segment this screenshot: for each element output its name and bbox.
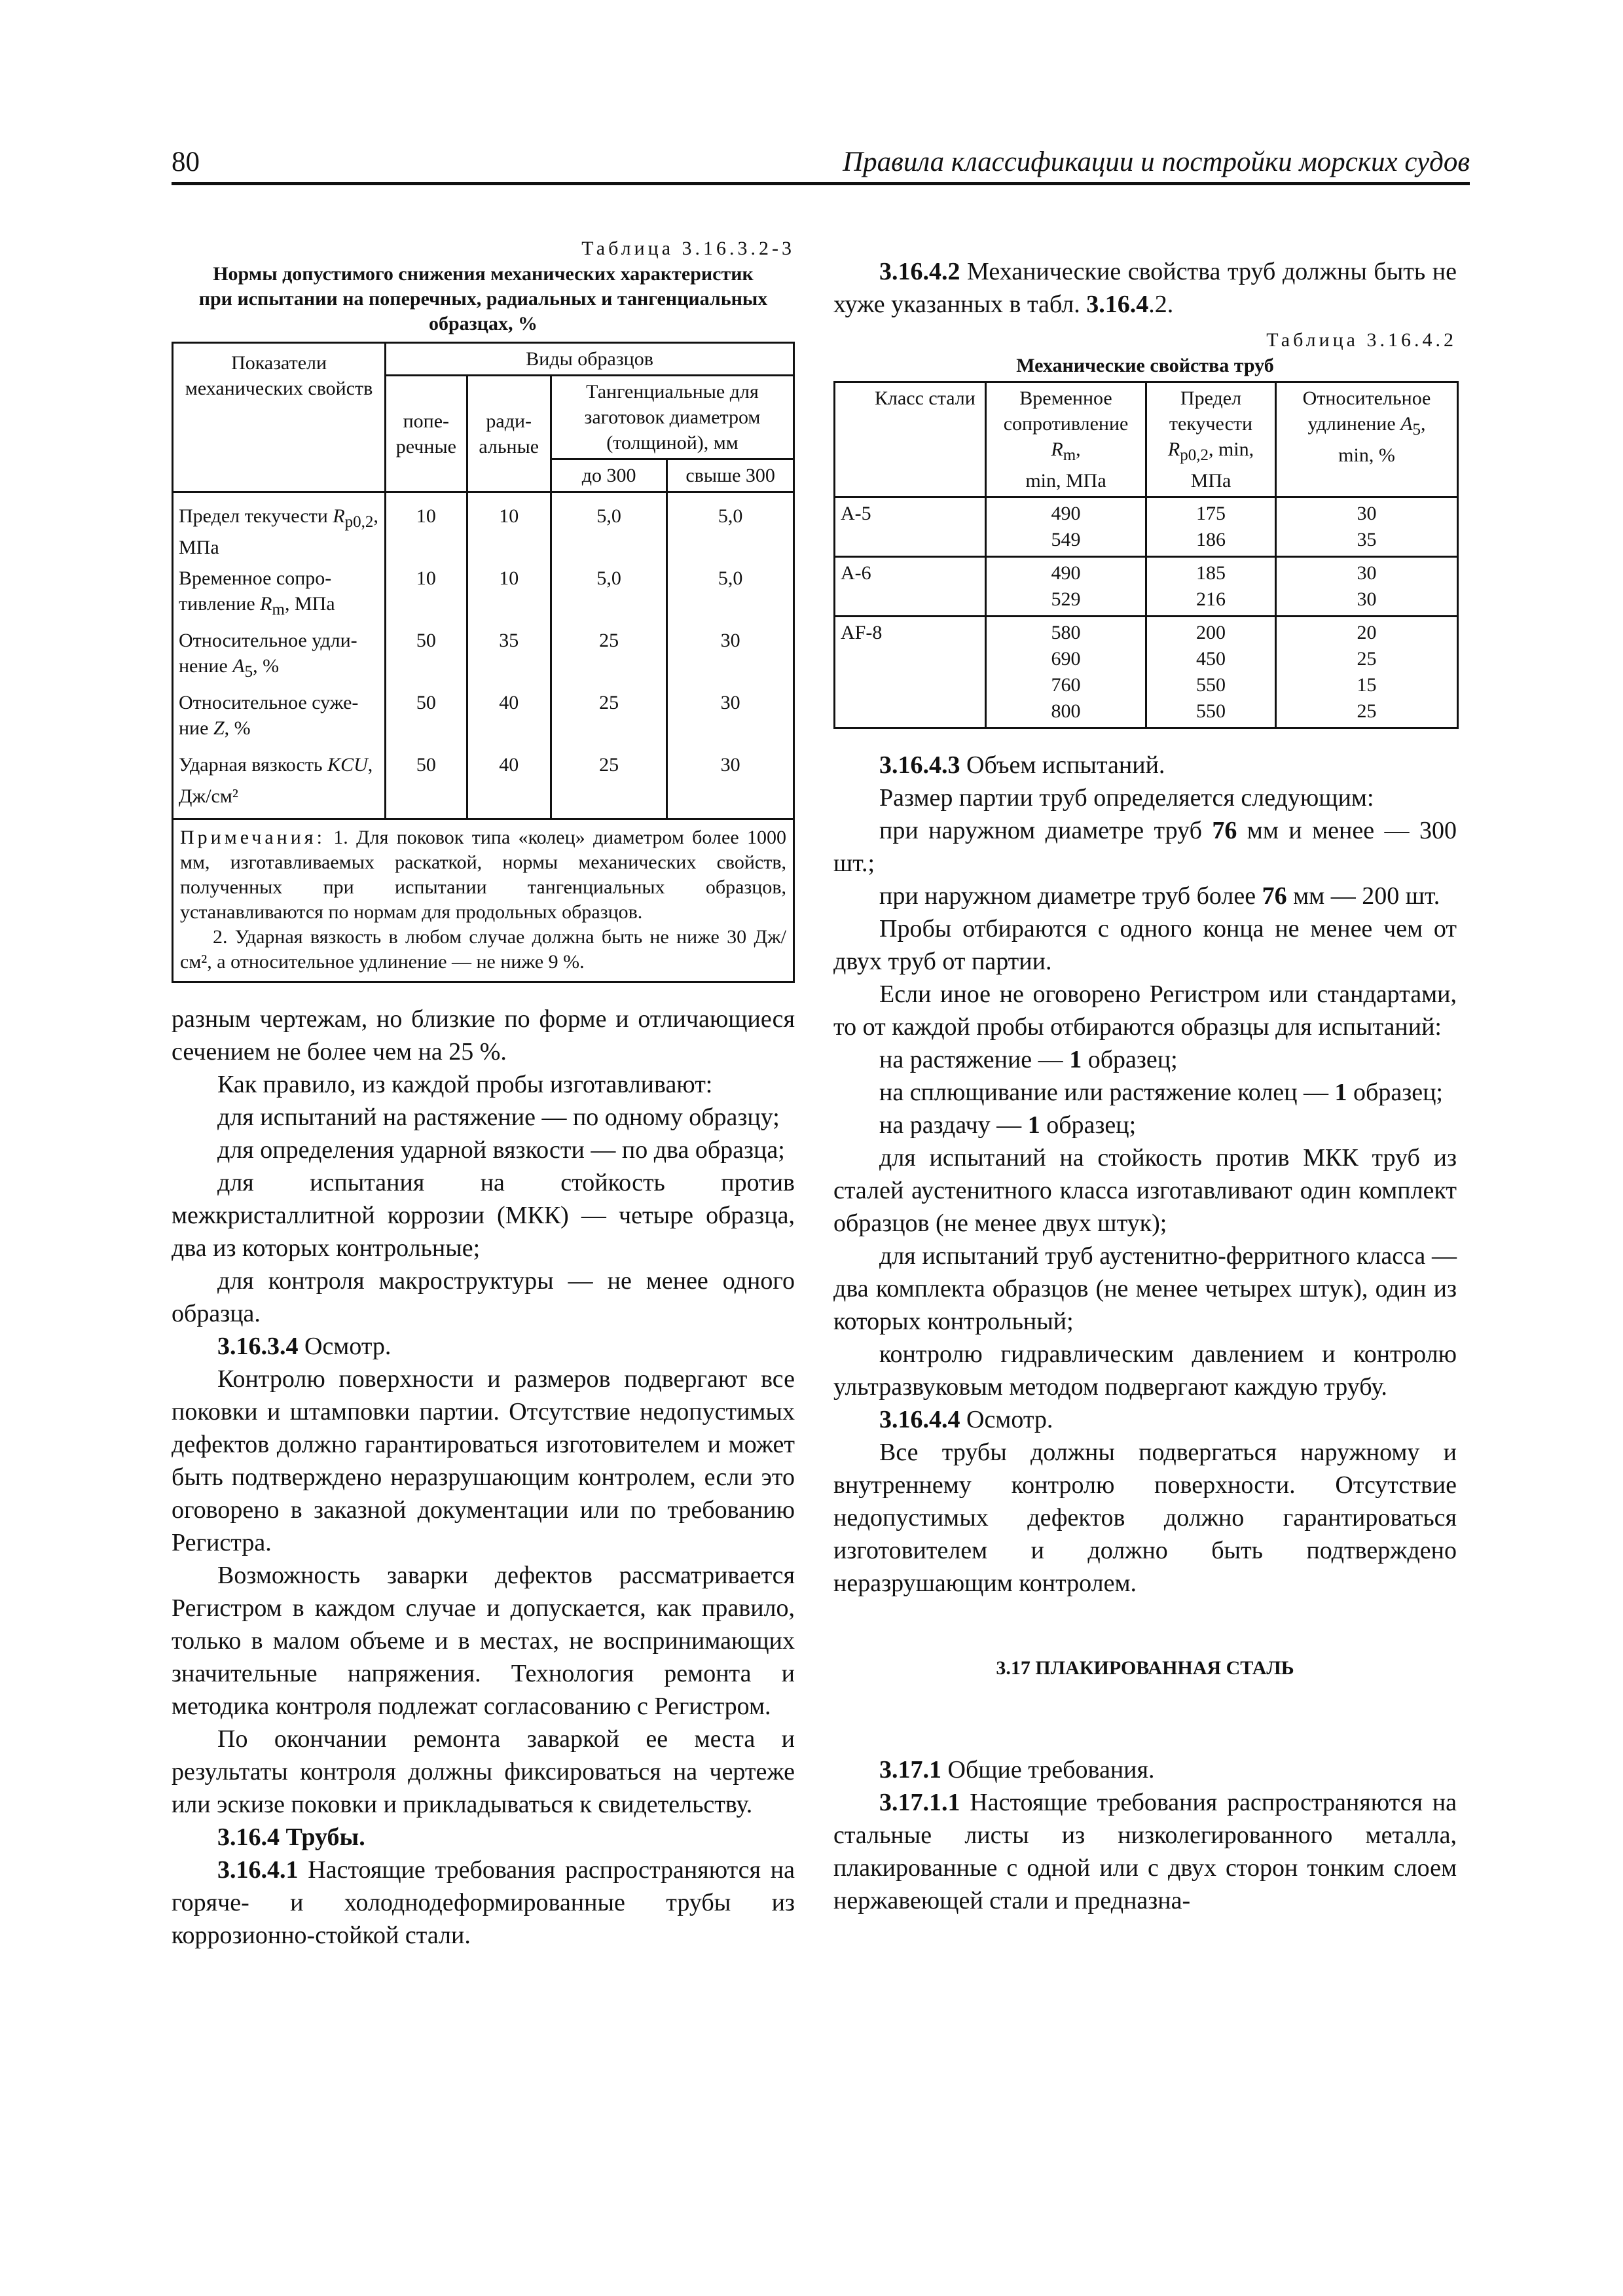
- table-caption: [172, 262, 795, 336]
- header-elongation-symbol: A: [1400, 413, 1413, 435]
- row-unit: , МПа: [284, 593, 335, 615]
- section-heading: [833, 1403, 1457, 1436]
- bold-value: 1: [1027, 1111, 1040, 1139]
- header-transverse: попе-речные: [386, 376, 467, 492]
- value: 549: [1051, 529, 1081, 550]
- header-tensile-comma: ,: [1076, 439, 1081, 460]
- table-notes: [172, 820, 795, 983]
- row-unit: , Дж/см²: [179, 754, 373, 807]
- paragraph: для испытания на стойкость против межкристаллитной коррозии (МКК) — четыре образца, два из которых контрольные;: [172, 1169, 795, 1262]
- header-upto-300: до 300: [551, 459, 666, 492]
- value: 175: [1196, 503, 1226, 524]
- paragraph-text: на раздачу —: [879, 1111, 1028, 1139]
- header-yield-min: , min,: [1208, 439, 1254, 460]
- paragraph: Пробы отбираются с одного конца не менее чем от двух труб от партии.: [833, 915, 1457, 975]
- paragraph-text: Настоящие требования распространяются на горяче- и холоднодеформированные трубы из коррозионно-стойкой стали.: [172, 1856, 795, 1949]
- cell: [1146, 557, 1276, 617]
- notes-label: Примечания:: [180, 827, 325, 848]
- cell: 35: [467, 625, 551, 687]
- row-label: [173, 749, 386, 819]
- cell: 50: [386, 625, 467, 687]
- note-1: 1. Для поковок типа «колец» диаметром более 1000 мм, изготавливаемых раскаткой, нормы механических свойств, полученных при испытании тангенциальных образцов, устанавливаются по нормам для продольных образцов.: [180, 827, 786, 923]
- header-tensile: [986, 382, 1146, 497]
- table-row: [173, 492, 794, 564]
- paragraph-text: .2.: [1148, 291, 1174, 318]
- paragraph-text: на сплющивание или растяжение колец —: [879, 1079, 1335, 1106]
- value: 186: [1196, 529, 1226, 550]
- row-symbol: R: [260, 593, 272, 615]
- section-title: Осмотр.: [960, 1406, 1053, 1433]
- header-tangential: Тангенциальные для заготовок диаметром (толщиной), мм: [551, 376, 793, 459]
- note-2: 2. Ударная вязкость в любом случае должна быть не ниже 30 Дж/см², а относительное удлинение — не ниже 9 %.: [180, 926, 786, 973]
- cell: 10: [467, 492, 551, 564]
- header-over-300: свыше 300: [667, 459, 794, 492]
- header-elongation-comma: ,: [1421, 413, 1426, 435]
- chapter-heading: 3.17 ПЛАКИРОВАННАЯ СТАЛЬ: [996, 1657, 1294, 1679]
- value: 450: [1196, 648, 1226, 670]
- paragraph: [833, 814, 1457, 880]
- value: 490: [1051, 503, 1081, 524]
- table-reference: 3.16.4: [1086, 291, 1149, 318]
- header-elongation-text: Относительное удлинение: [1302, 387, 1431, 435]
- row-unit: , МПа: [179, 505, 378, 558]
- cell: 10: [386, 563, 467, 625]
- section-heading: [172, 1330, 795, 1363]
- section-number: 3.17.1: [879, 1756, 941, 1784]
- section-heading: [833, 749, 1457, 781]
- cell: 40: [467, 749, 551, 819]
- header-grade: Класс стали: [835, 382, 986, 497]
- section-title: Общие требования.: [941, 1756, 1155, 1784]
- paragraph-text: мм и менее — 300 шт.;: [833, 817, 1457, 877]
- paragraph-text: мм — 200 шт.: [1286, 882, 1440, 910]
- row-symbol: A: [232, 655, 245, 677]
- cell: 40: [467, 687, 551, 749]
- grade-cell: А-5: [835, 497, 986, 557]
- row-label-text: Предел текучести: [179, 505, 328, 527]
- row-symbol: Z: [213, 717, 225, 739]
- paragraph: Размер партии труб определяется следующим:: [879, 784, 1374, 812]
- cell: 5,0: [551, 563, 666, 625]
- paragraph: Если иное не оговорено Регистром или стандартами, то от каждой пробы отбираются образцы для испытаний:: [833, 980, 1457, 1041]
- row-label-text: Относительное суже-ние: [179, 692, 359, 739]
- row-unit: , %: [253, 655, 280, 677]
- row-label: [173, 625, 386, 687]
- value: 25: [1357, 700, 1377, 722]
- paragraph-text: образец;: [1082, 1046, 1178, 1073]
- section-number: 3.16.4.4: [879, 1406, 960, 1433]
- table-caption-line: образцах, %: [428, 313, 538, 334]
- paragraph: Все трубы должны подвергаться наружному и внутреннему контролю поверхности. Отсутствие недопустимых дефектов должно гарантироваться изготовителем и должно быть подтверждено неразрушающим контролем.: [833, 1439, 1457, 1597]
- header-yield-symbol: R: [1167, 439, 1180, 460]
- cell: 50: [386, 749, 467, 819]
- bold-value: 1: [1334, 1079, 1347, 1106]
- cell: 25: [551, 749, 666, 819]
- table-header-row: [835, 382, 1458, 497]
- paragraph: [833, 880, 1457, 912]
- running-title: Правила классификации и постройки морских судов: [843, 147, 1470, 177]
- header-yield-sub: p0,2: [1180, 446, 1209, 464]
- paragraph-text: при наружном диаметре труб более: [879, 882, 1262, 910]
- row-label: [173, 492, 386, 564]
- paragraph: [833, 1786, 1457, 1917]
- cell: 30: [667, 687, 794, 749]
- paragraph: По окончании ремонта заваркой ее места и результаты контроля должны фиксироваться на чертеже или эскизе поковки и прикладываться к свидетельству.: [172, 1725, 795, 1818]
- header-tensile-sub: m: [1063, 446, 1076, 464]
- left-column: [172, 236, 795, 1952]
- value: 20: [1357, 622, 1377, 643]
- value: 25: [1357, 648, 1377, 670]
- pipe-properties-table: [833, 381, 1459, 729]
- page-header: [172, 143, 1470, 185]
- paragraph-text: образец;: [1040, 1111, 1137, 1139]
- paragraph: для испытаний на растяжение — по одному образцу;: [217, 1103, 780, 1131]
- cell: [986, 497, 1146, 557]
- value: 35: [1357, 529, 1377, 550]
- cell: 50: [386, 687, 467, 749]
- cell: 30: [667, 749, 794, 819]
- table-row: [835, 497, 1458, 557]
- value: 529: [1051, 588, 1081, 610]
- section-number: 3.16.3.4: [217, 1333, 299, 1360]
- row-symbol-sub: 5: [244, 663, 253, 681]
- paragraph: Контролю поверхности и размеров подвергают все поковки и штамповки партии. Отсутствие недопустимых дефектов должно гарантироваться изготовителем и может быть подтверждено неразрушающим контролем, если это оговорено в заказной документации или по требованию Регистра.: [172, 1365, 795, 1556]
- row-unit: , %: [224, 717, 251, 739]
- header-elongation: [1276, 382, 1458, 497]
- row-symbol-sub: p0,2: [344, 513, 374, 531]
- header-indicators: Показатели механических свойств: [173, 343, 386, 492]
- paragraph: для контроля макроструктуры — не менее одного образца.: [172, 1267, 795, 1327]
- cell: 25: [551, 625, 666, 687]
- table-row: [173, 625, 794, 687]
- header-sample-types: Виды образцов: [386, 343, 794, 376]
- table-caption-line: при испытании на поперечных, радиальных и тангенциальных: [198, 288, 768, 310]
- value: 200: [1196, 622, 1226, 643]
- cell: [986, 617, 1146, 728]
- paragraph-text: при наружном диаметре труб: [879, 817, 1213, 844]
- paragraph: для испытаний труб аустенитно-ферритного класса — два комплекта образцов (не менее четырех штук), один из которых контрольный;: [833, 1242, 1457, 1335]
- paragraph: [833, 1109, 1457, 1141]
- table-row: [835, 617, 1458, 728]
- paragraph: Как правило, из каждой пробы изготавливают:: [217, 1071, 713, 1098]
- grade-cell: А-6: [835, 557, 986, 617]
- section-number: 3.17.1.1: [879, 1789, 960, 1816]
- bold-value: 76: [1212, 817, 1237, 844]
- value: 550: [1196, 674, 1226, 696]
- value: 30: [1357, 588, 1377, 610]
- cell: 10: [467, 563, 551, 625]
- section-number: 3.16.4.1: [217, 1856, 299, 1884]
- cell: [1146, 617, 1276, 728]
- paragraph: для испытаний на стойкость против МКК труб из сталей аустенитного класса изготавливают один комплект образцов (не менее двух штук);: [833, 1144, 1457, 1237]
- reduction-norms-table: [172, 342, 795, 820]
- table-row: [173, 749, 794, 819]
- cell: [1276, 497, 1458, 557]
- header-yield-unit: МПа: [1190, 470, 1231, 492]
- cell: 5,0: [667, 492, 794, 564]
- row-label-text: Относительное удли-нение: [179, 630, 357, 677]
- table-row: [173, 563, 794, 625]
- header-elongation-sub: 5: [1412, 421, 1421, 439]
- cell: 25: [551, 687, 666, 749]
- right-column: [833, 255, 1457, 1917]
- header-yield: [1146, 382, 1276, 497]
- cell: [1276, 617, 1458, 728]
- paragraph: разным чертежам, но близкие по форме и отличающиеся сечением не более чем на 25 %.: [172, 1005, 795, 1066]
- paragraph-text: образец;: [1347, 1079, 1443, 1106]
- row-label: [173, 687, 386, 749]
- table-row: [173, 687, 794, 749]
- table-caption-line: Нормы допустимого снижения механических характеристик: [213, 263, 754, 285]
- cell: 30: [667, 625, 794, 687]
- row-symbol: R: [333, 505, 345, 527]
- cell: 5,0: [667, 563, 794, 625]
- table-caption: Механические свойства труб: [1016, 355, 1274, 376]
- row-label-text: Временное сопро-тивление: [179, 567, 332, 615]
- header-radial: ради-альные: [467, 376, 551, 492]
- paragraph: [833, 1076, 1457, 1109]
- bold-value: 76: [1262, 882, 1287, 910]
- cell: [1276, 557, 1458, 617]
- row-symbol: KCU: [327, 754, 368, 776]
- header-tensile-text: Временное сопротивление: [1003, 387, 1129, 435]
- paragraph: [172, 1854, 795, 1952]
- row-label-text: Ударная вязкость: [179, 754, 323, 776]
- paragraph-text: Настоящие требования распространяются на стальные листы из низколегированного металла, плакированные с одной или с двух сторон тонким слоем нержавеющей стали и предназна-: [833, 1789, 1457, 1914]
- header-yield-text: Предел текучести: [1169, 387, 1253, 435]
- value: 30: [1357, 503, 1377, 524]
- table-number: Таблица 3.16.3.2-3: [581, 238, 795, 259]
- page-number: 80: [172, 147, 200, 177]
- header-tensile-unit: min, МПа: [1025, 470, 1106, 492]
- value: 690: [1051, 648, 1081, 670]
- value: 185: [1196, 562, 1226, 584]
- value: 800: [1051, 700, 1081, 722]
- section-title: Объем испытаний.: [960, 751, 1165, 779]
- section-title: Осмотр.: [298, 1333, 392, 1360]
- row-symbol-sub: m: [272, 601, 285, 619]
- paragraph-text: на растяжение —: [879, 1046, 1070, 1073]
- paragraph: для определения ударной вязкости — по два образца;: [217, 1136, 785, 1164]
- value: 760: [1051, 674, 1081, 696]
- value: 216: [1196, 588, 1226, 610]
- value: 550: [1196, 700, 1226, 722]
- value: 490: [1051, 562, 1081, 584]
- header-elongation-unit: min, %: [1338, 444, 1395, 466]
- value: 30: [1357, 562, 1377, 584]
- cell: 10: [386, 492, 467, 564]
- header-tensile-symbol: R: [1051, 439, 1063, 460]
- value: 15: [1357, 674, 1377, 696]
- paragraph: [833, 255, 1457, 321]
- section-heading: [833, 1753, 1457, 1786]
- grade-cell: AF-8: [835, 617, 986, 728]
- table-number: Таблица 3.16.4.2: [1266, 329, 1457, 351]
- paragraph: Возможность заварки дефектов рассматривается Регистром в каждом случае и допускается, как правило, только в малом объеме и в местах, не воспринимающих значительные напряжения. Технология ремонта и методика контроля подлежат согласованию с Регистром.: [172, 1562, 795, 1720]
- table-row: [835, 557, 1458, 617]
- section-number: 3.16.4.2: [879, 258, 960, 285]
- value: 580: [1051, 622, 1081, 643]
- section-heading: 3.16.4 Трубы.: [217, 1823, 365, 1851]
- row-label: [173, 563, 386, 625]
- paragraph-text: Механические свойства труб должны быть не хуже указанных в табл.: [833, 258, 1457, 318]
- paragraph: [833, 1043, 1457, 1076]
- section-number: 3.16.4.3: [879, 751, 960, 779]
- cell: 5,0: [551, 492, 666, 564]
- cell: [1146, 497, 1276, 557]
- cell: [986, 557, 1146, 617]
- bold-value: 1: [1069, 1046, 1082, 1073]
- paragraph: контролю гидравлическим давлением и контролю ультразвуковым методом подвергают каждую трубу.: [833, 1340, 1457, 1401]
